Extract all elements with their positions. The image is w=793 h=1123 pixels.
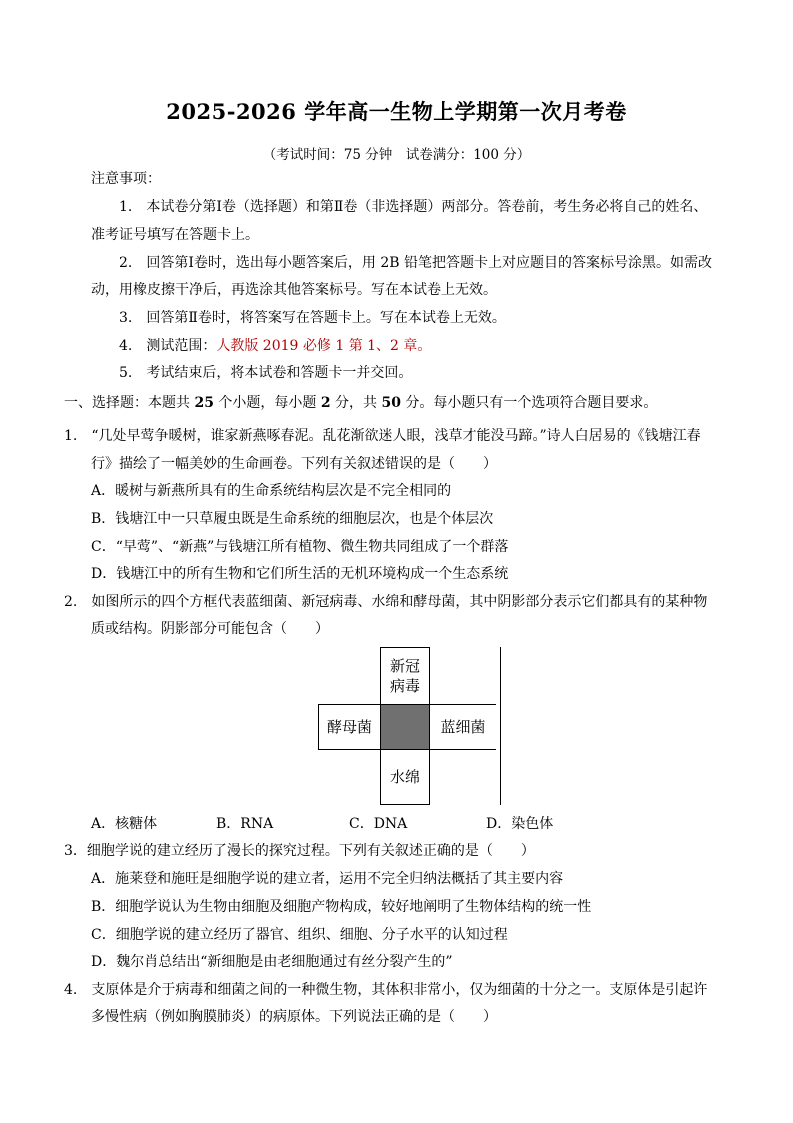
notice-item-2-line-1: 2. 回答第Ⅰ卷时，选出每小题答案后，用 2B 铅笔把答题卡上对应题目的答案标号涂黑。如需改 — [119, 255, 712, 271]
total-points: 50 — [381, 395, 401, 411]
notice-item-4 — [119, 336, 431, 356]
diagram-label-virus-1: 新冠 — [389, 657, 420, 675]
section-heading-text-1: 一、选择题：本题共 — [64, 395, 195, 411]
notice-item-1-line-2: 准考证号填写在答题卡上。 — [91, 227, 259, 243]
diagram-label-spirogyra: 水绵 — [389, 768, 420, 786]
section-heading-text-4: 分。每小题只有一个选项符合题目要求。 — [400, 395, 658, 411]
points-per-question: 2 — [320, 395, 331, 411]
diagram-box-spirogyra — [380, 749, 430, 805]
diagram-right-edge-line — [500, 647, 501, 805]
notice-item-5: 5. 考试结束后，将本试卷和答题卡一并交回。 — [119, 365, 413, 381]
notice-item-3: 3. 回答第Ⅱ卷时，将答案写在答题卡上。写在本试卷上无效。 — [119, 310, 506, 326]
q3-option-d: D．魏尔肖总结出“新细胞是由老细胞通过有丝分裂产生的” — [91, 954, 453, 970]
q1-option-a: A．暖树与新燕所具有的生命系统结构层次是不完全相同的 — [91, 483, 452, 499]
section-heading-text-3: 分，共 — [330, 395, 382, 411]
q1-stem-line-1: 1. “几处早莺争暖树，谁家新燕啄春泥。乱花渐欲迷人眼，浅草才能没马蹄。”诗人白居易的《钱塘江春 — [64, 428, 701, 444]
q2-stem-line-1: 2. 如图所示的四个方框代表蓝细菌、新冠病毒、水绵和酵母菌，其中阴影部分表示它们都具有的某种物 — [64, 594, 708, 610]
diagram-shaded-overlap — [380, 704, 430, 750]
q1-option-c: C．“早莺”、“新燕”与钱塘江所有植物、微生物共同组成了一个群落 — [91, 539, 509, 555]
exam-title: 2025-2026 学年高一生物上学期第一次月考卷 — [166, 99, 627, 124]
exam-subtitle: （考试时间：75 分钟 试卷满分：100 分） — [262, 147, 531, 163]
section-1-heading — [64, 393, 657, 413]
notice-item-4-scope: 人教版 2019 必修 1 第 1、2 章。 — [216, 338, 432, 354]
q1-option-d: D．钱塘江中的所有生物和它们所生活的无机环境构成一个生态系统 — [91, 566, 509, 582]
q2-option-c: C．DNA — [349, 816, 408, 832]
q2-cross-diagram — [318, 647, 502, 805]
q3-option-a: A．施莱登和施旺是细胞学说的建立者，运用不完全归纳法概括了其主要内容 — [91, 871, 564, 887]
q4-stem-line-2: 多慢性病（例如胸膜肺炎）的病原体。下列说法正确的是（ ） — [91, 1009, 497, 1025]
q3-stem: 3．细胞学说的建立经历了漫长的探究过程。下列有关叙述正确的是（ ） — [64, 843, 535, 859]
diagram-label-virus-2: 病毒 — [389, 677, 420, 695]
notice-item-2-line-2: 动，用橡皮擦干净后，再选涂其他答案标号。写在本试卷上无效。 — [91, 282, 497, 298]
diagram-box-virus — [380, 647, 430, 705]
notice-item-1-line-1: 1. 本试卷分第Ⅰ卷（选择题）和第Ⅱ卷（非选择题）两部分。答卷前，考生务必将自己的姓名、 — [119, 199, 708, 215]
section-heading-text-2: 个小题，每小题 — [213, 395, 321, 411]
diagram-box-cyanobacteria — [429, 704, 496, 750]
diagram-label-yeast: 酵母菌 — [326, 718, 372, 736]
q3-option-c: C．细胞学说的建立经历了器官、组织、细胞、分子水平的认知过程 — [91, 927, 508, 943]
diagram-label-cyanobacteria: 蓝细菌 — [440, 718, 486, 736]
q1-stem-line-2: 行》描绘了一幅美妙的生命画卷。下列有关叙述错误的是（ ） — [91, 456, 497, 472]
q1-option-b: B．钱塘江中一只草履虫既是生命系统的细胞层次，也是个体层次 — [91, 511, 494, 527]
notice-item-4-prefix: 4. 测试范围： — [119, 338, 217, 354]
q2-option-a: A．核糖体 — [91, 816, 158, 832]
q2-option-b: B．RNA — [216, 816, 274, 832]
notice-heading: 注意事项： — [91, 171, 161, 187]
diagram-box-yeast — [318, 704, 381, 750]
q2-option-d: D．染色体 — [486, 816, 554, 832]
question-count: 25 — [194, 395, 214, 411]
q4-stem-line-1: 4. 支原体是介于病毒和细菌之间的一种微生物，其体积非常小，仅为细菌的十分之一。支原体是引起许 — [64, 982, 708, 998]
q2-stem-line-2: 质或结构。阴影部分可能包含（ ） — [91, 621, 329, 637]
q3-option-b: B．细胞学说认为生物由细胞及细胞产物构成，较好地阐明了生物体结构的统一性 — [91, 899, 592, 915]
